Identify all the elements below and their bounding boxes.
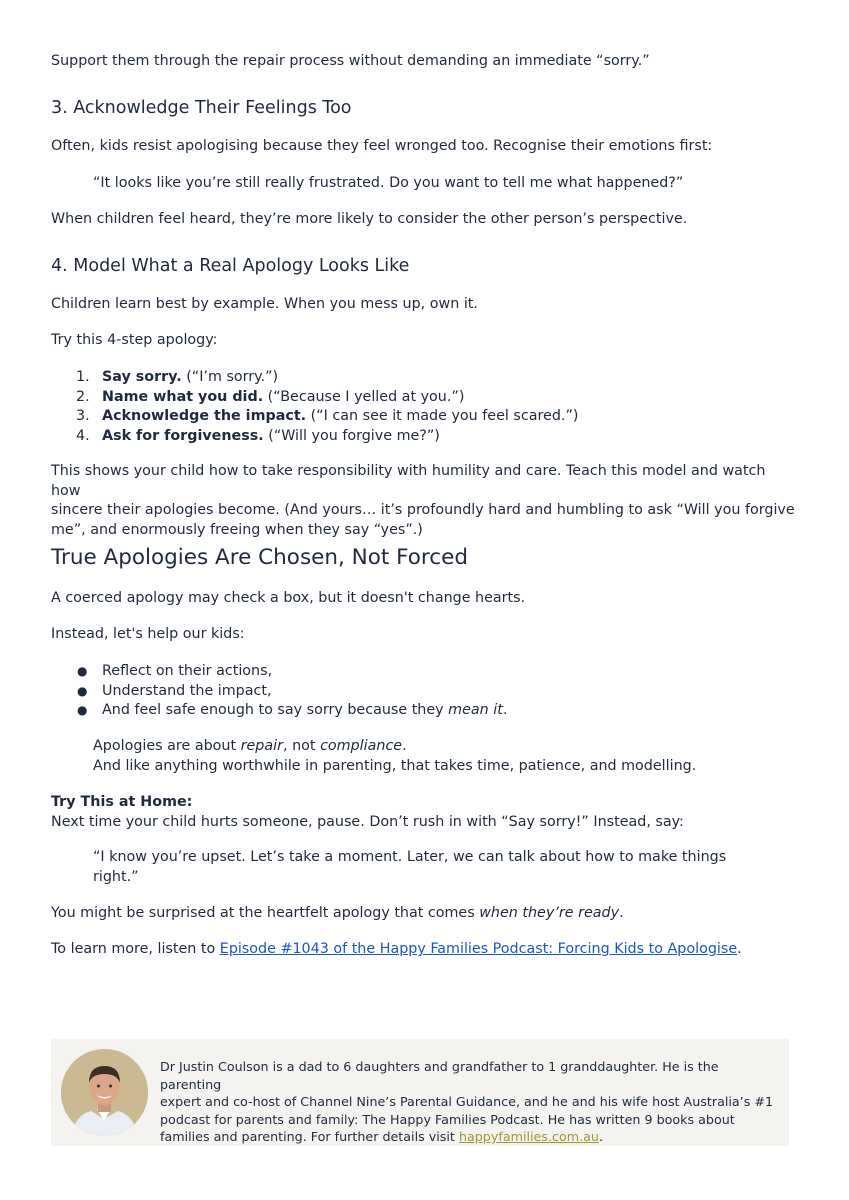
apologies-quote: Apologies are about repair, not compliance. And like anything worthwhile in parenting, that takes time, patience, and modelling. <box>93 738 697 774</box>
list-item: 3. Acknowledge the impact. (“I can see it made you feel scared.”) <box>76 408 579 424</box>
section-3-paragraph-2: When children feel heard, they’re more likely to consider the other person’s perspective. <box>51 211 688 227</box>
bullet-icon: ● <box>77 683 88 698</box>
section-4-paragraph: Children learn best by example. When you mess up, own it. <box>51 296 478 312</box>
try-heading: Try This at Home: <box>51 794 193 810</box>
try-quote: “I know you’re upset. Let’s take a moment. Later, we can talk about how to make things right.” <box>93 849 727 885</box>
section-3-paragraph: Often, kids resist apologising because they feel wronged too. Recognise their emotions first: <box>51 138 713 154</box>
apology-steps-list <box>51 368 796 446</box>
section-3-heading: 3. Acknowledge Their Feelings Too <box>51 98 352 118</box>
list-item: 2. Name what you did. (“Because I yelled at you.”) <box>76 388 465 405</box>
author-bio-text: Dr Justin Coulson is a dad to 6 daughters and grandfather to 1 granddaughter. He is the parenting expert and co-host of Channel Nine’s Parental Guidance, and he and his wife host Australia’s #1 podcast for parents and family: The Happy Families Podcast. He has written 9 books about families and parenting. For further details visit happyfamilies.com.au. <box>160 1059 774 1144</box>
author-photo-icon <box>61 1049 148 1136</box>
avatar <box>61 1049 148 1136</box>
list-item: 4. Ask for forgiveness. (“Will you forgive me?”) <box>76 427 440 444</box>
learn-more-paragraph: To learn more, listen to Episode #1043 of the Happy Families Podcast: Forcing Kids to Apologise. <box>51 941 742 957</box>
conclusion-heading: True Apologies Are Chosen, Not Forced <box>51 545 468 570</box>
list-item: ● Reflect on their actions, <box>51 662 796 682</box>
section-4-paragraph-3: This shows your child how to take responsibility with humility and care. Teach this model and watch how sincere their apologies become. (And yours… it’s profoundly hard and humbling to ask “Will you forgive me”, and enormously freeing when they say “yes”.) <box>51 463 795 538</box>
intro-paragraph: Support them through the repair process without demanding an immediate “sorry.” <box>51 53 650 69</box>
section-4-heading: 4. Model What a Real Apology Looks Like <box>51 256 410 276</box>
author-bio-box <box>51 1039 789 1146</box>
try-this-at-home: Try This at Home: Next time your child hurts someone, pause. Don’t rush in with “Say sorry!” Instead, say: <box>51 794 684 830</box>
bullet-icon: ● <box>77 703 88 717</box>
section-4-paragraph-2: Try this 4-step apology: <box>51 332 218 348</box>
conclusion-paragraph: A coerced apology may check a box, but it doesn't change hearts. <box>51 590 526 606</box>
section-3-quote: “It looks like you’re still really frustrated. Do you want to tell me what happened?” <box>93 175 684 191</box>
list-item: 1. Say sorry. (“I’m sorry.”) <box>76 369 279 385</box>
list-item: ● And feel safe enough to say sorry because they mean it. <box>51 701 796 721</box>
bullet-icon: ● <box>77 664 88 678</box>
happyfamilies-website-link[interactable]: happyfamilies.com.au <box>458 1129 599 1144</box>
podcast-episode-link[interactable]: Episode #1043 of the Happy Families Podcast: Forcing Kids to Apologise <box>219 941 738 957</box>
surprise-paragraph: You might be surprised at the heartfelt apology that comes when they’re ready. <box>51 905 624 921</box>
kids-bullet-list <box>51 662 796 721</box>
list-item: ● Understand the impact, <box>51 682 796 702</box>
conclusion-paragraph-2: Instead, let's help our kids: <box>51 626 245 642</box>
